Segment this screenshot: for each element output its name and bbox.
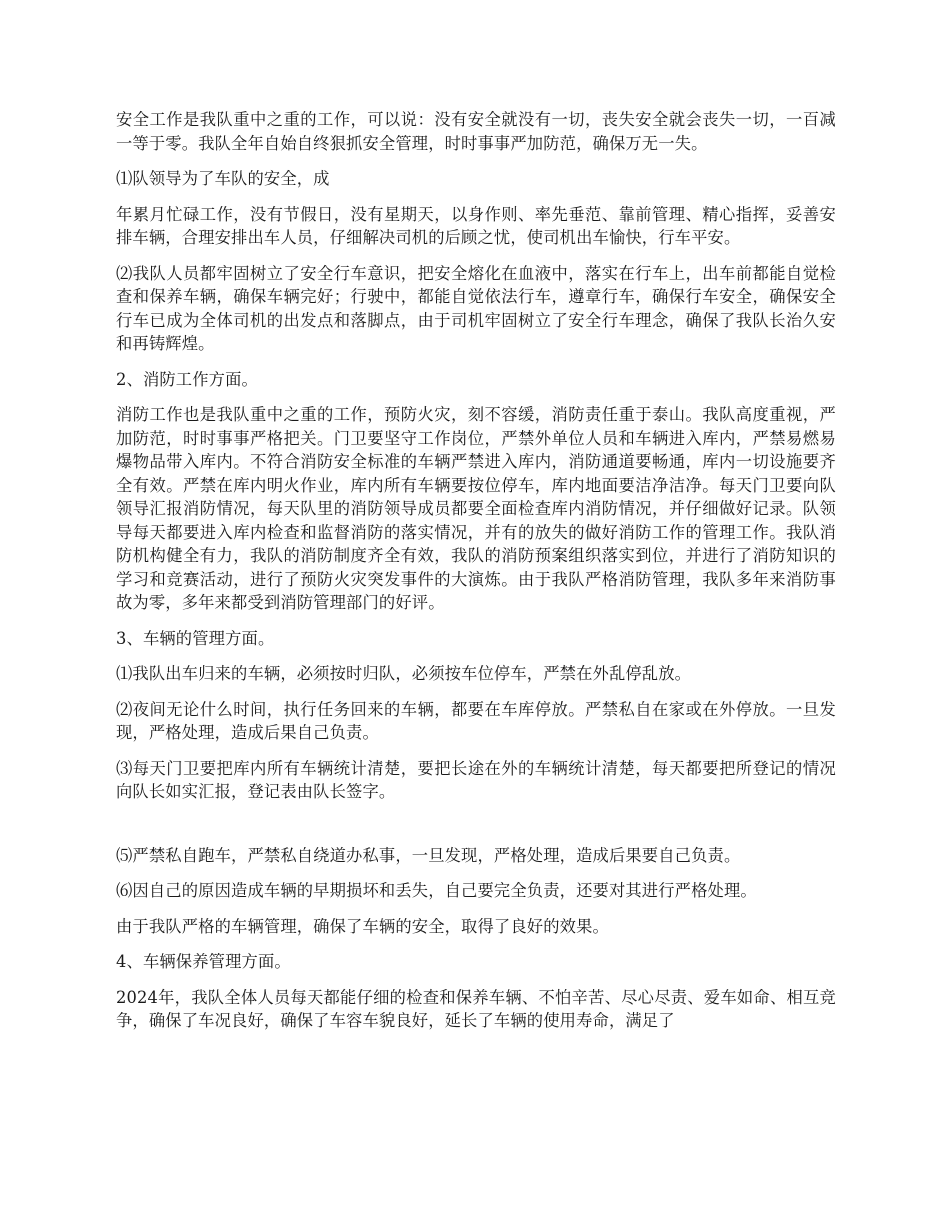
fire-safety-paragraph: 消防工作也是我队重中之重的工作，预防火灾，刻不容缓，消防责任重于泰山。我队高度重视，严加防范，时时事事严格把关。门卫要坚守工作岗位，严禁外单位人员和车辆进入库内，严禁易燃易爆物品带入库内。不符合消防安全标准的车辆严禁进入库内，消防通道要畅通，库内一切设施要齐全有效。严禁在库内明火作业，库内所有车辆要按位停车，库内地面要洁净洁净。每天门卫要向队领导汇报消防情况，每天队里的消防领导成员都要全面检查库内消防情况，并仔细做好记录。队领导每天都要进入库内检查和监督消防的落实情况，并有的放失的做好消防工作的管理工作。我队消防机构健全有力，我队的消防制度齐全有效，我队的消防预案组织落实到位，并进行了消防知识的学习和竞赛活动，进行了预防火灾突发事件的大演炼。由于我队严格消防管理，我队多年来消防事故为零，多年来都受到消防管理部门的好评。 — [116, 405, 836, 612]
vehicle-rule-6: ⑹因自己的原因造成车辆的早期损坏和丢失，自己要完全负责，还要对其进行严格处理。 — [116, 881, 757, 900]
vehicle-rule-5: ⑸严禁私自跑车，严禁私自绕道办私事，一旦发现，严格处理，造成后果要自己负责。 — [116, 845, 741, 865]
section-heading-vehicles: 3、车辆的管理方面。 — [116, 628, 275, 648]
blank-gap — [116, 816, 836, 844]
vehicle-rule-3: ⑶每天门卫要把库内所有车辆统计清楚，要把长途在外的车辆统计清楚，每天都要把所登记的情况向队长如实汇报，登记表由队长签字。 — [116, 758, 836, 801]
intro-paragraph: 安全工作是我队重中之重的工作，可以说：没有安全就没有一切，丧失安全就会丧失一切，一百减一等于零。我队全年自始自终狠抓安全管理，时时事事严加防范，确保万无一失。 — [116, 110, 836, 153]
document-body — [116, 108, 836, 1045]
vehicle-rule-1: ⑴我队出车归来的车辆，必须按时归队，必须按车位停车，严禁在外乱停乱放。 — [116, 664, 692, 683]
safety-item-1-heading: ⑴队领导为了车队的安全，成 — [116, 169, 330, 188]
vehicle-summary: 由于我队严格的车辆管理，确保了车辆的安全，取得了良好的效果。 — [116, 916, 609, 936]
safety-item-1-body: 年累月忙碌工作，没有节假日，没有星期天，以身作则、率先垂范、靠前管理、精心指挥，妥善安排车辆，合理安排出车人员，仔细解决司机的后顾之忧，使司机出车愉快，行车平安。 — [116, 204, 836, 247]
vehicle-rule-2: ⑵夜间无论什么时间，执行任务回来的车辆，都要在车库停放。严禁私自在家或在外停放。一旦发现，严格处理，造成后果自己负责。 — [116, 699, 836, 742]
safety-item-2: ⑵我队人员都牢固树立了安全行车意识，把安全熔化在血液中，落实在行车上，出车前都能自觉检查和保养车辆，确保车辆完好；行驶中，都能自觉依法行车，遵章行车，确保行车安全，确保安全行车已成为全体司机的出发点和落脚点，由于司机牢固树立了安全行车理念，确保了我队长治久安和再铸辉煌。 — [116, 263, 836, 353]
section-heading-fire: 2、消防工作方面。 — [116, 369, 258, 389]
maintenance-paragraph: 2024年，我队全体人员每天都能仔细的检查和保养车辆、不怕辛苦、尽心尽责、爱车如命、相互竞争，确保了车况良好，确保了车容车貌良好，延长了车辆的使用寿命，满足了 — [116, 987, 836, 1030]
section-heading-maintenance: 4、车辆保养管理方面。 — [116, 952, 291, 971]
